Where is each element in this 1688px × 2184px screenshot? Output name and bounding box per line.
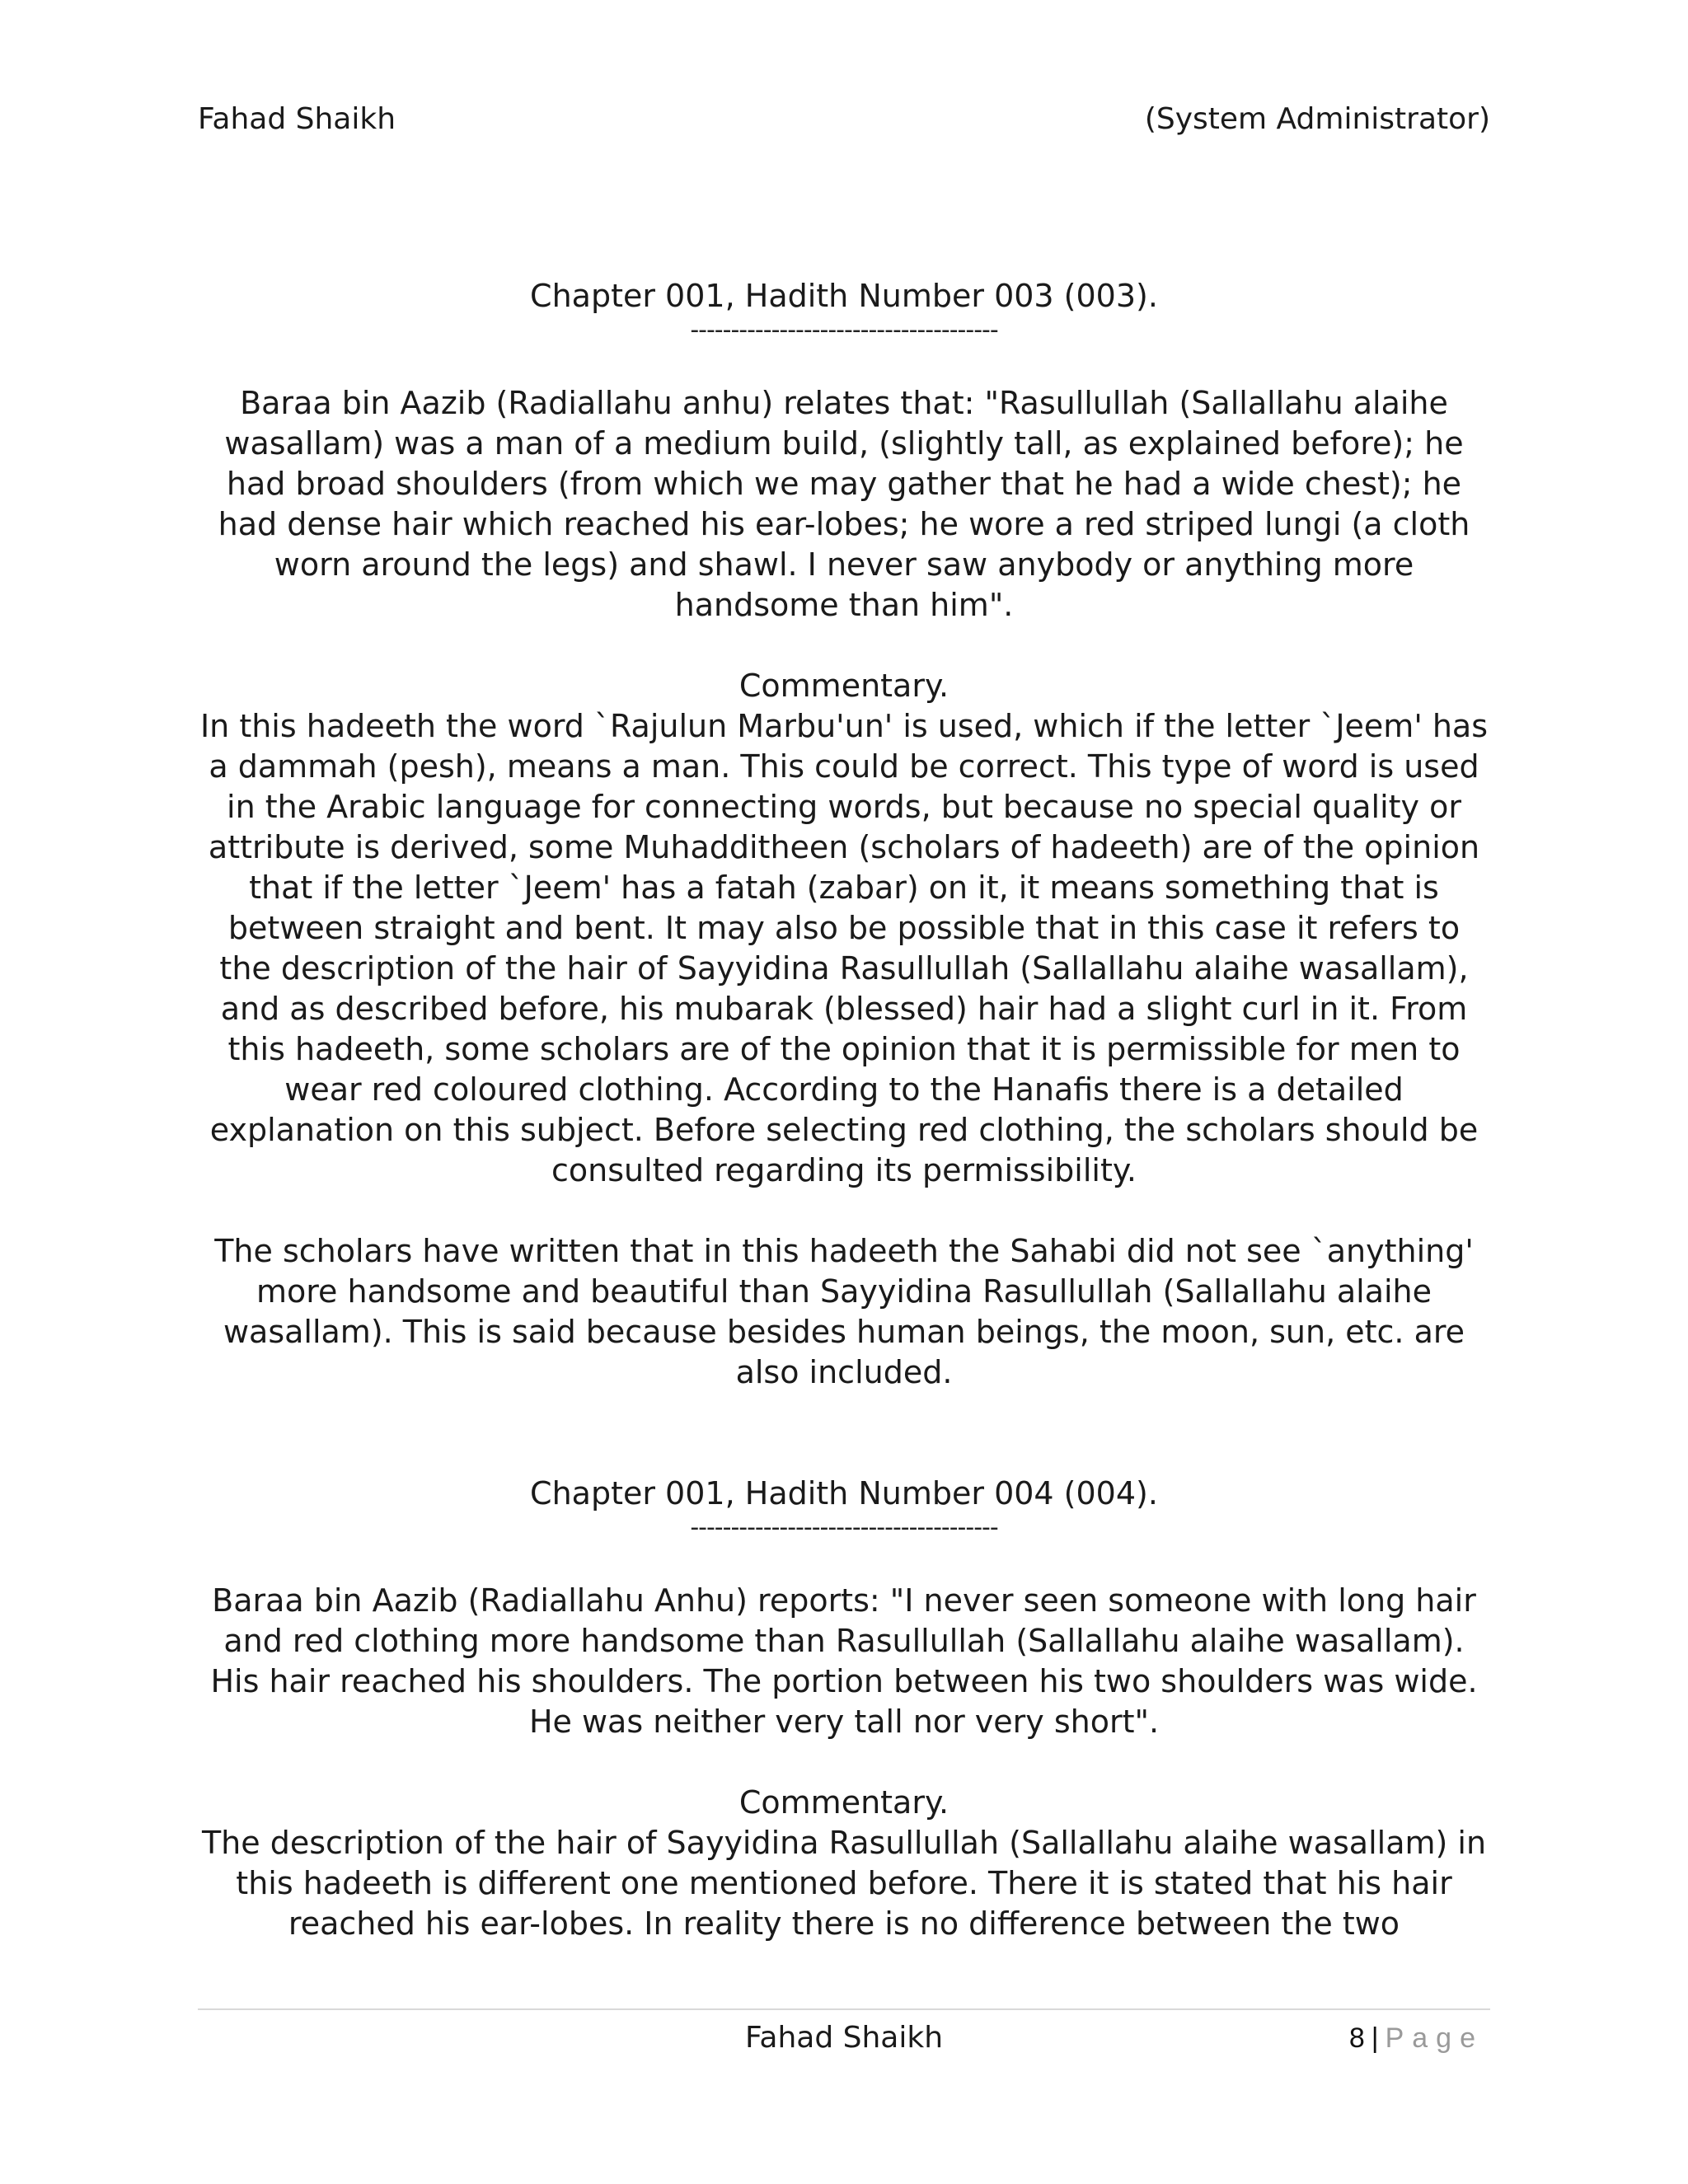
- chapter-title: Chapter 001, Hadith Number 003 (003).: [530, 278, 1158, 314]
- page-label: Page: [1385, 2022, 1484, 2054]
- page-header: [198, 99, 1490, 140]
- commentary-paragraph: In this hadeeth the word `Rajulun Marbu'un' is used, which if the letter `Jeem' has a dammah (pesh), means a man. This could be correct. This type of word is used in the Arabic language for connecting words, but because no special quality or attribute is derived, some Muhadditheen (scholars of hadeeth) are of the opinion that if the letter `Jeem' has a fatah (zabar) on it, it means something that is between straight and bent. It may also be possible that in this case it refers to the description of the hair of Sayyidina Rasullullah (Sallallahu alaihe wasallam), and as described before, his mubarak (blessed) hair had a slight curl in it. From this hadeeth, some scholars are of the opinion that it is permissible for men to wear red coloured clothing. According to the Hanafis there is a detailed explanation on this subject. Before selecting red clothing, the scholars should be consulted regarding its permissibility.: [199, 708, 1489, 1188]
- hadith-text: Baraa bin Aazib (Radiallahu anhu) relates that: "Rasullullah (Sallallahu alaihe wasallam) was a man of a medium build, (slightly tall, as explained before); he had broad shoulders (from which we may gather that he had a wide chest); he had dense hair which reached his ear-lobes; he wore a red striped lungi (a cloth worn around the legs) and shawl. I never saw anybody or anything more handsome than him".: [218, 385, 1470, 623]
- chapter-title: Chapter 001, Hadith Number 004 (004).: [530, 1475, 1158, 1511]
- hadith-text: Baraa bin Aazib (Radiallahu Anhu) reports: "I never seen someone with long hair and red clothing more handsome than Rasullullah (Sallallahu alaihe wasallam). His hair reached his shoulders. The portion between his two shoulders was wide. He was neither very tall nor very short".: [210, 1582, 1478, 1740]
- document-body: [198, 276, 1490, 1944]
- commentary-paragraph: The scholars have written that in this hadeeth the Sahabi did not see `anything' more handsome and beautiful than Sayyidina Rasullullah (Sallallahu alaihe wasallam). This is said because besides human beings, the moon, sun, etc. are also included.: [214, 1233, 1474, 1390]
- page-number-separator: |: [1371, 2022, 1379, 2054]
- page-number: [1349, 2018, 1484, 2059]
- footer-divider: [198, 2008, 1490, 2010]
- hadith-section-004: [198, 1474, 1490, 1944]
- title-rule: --------------------------------------: [690, 316, 998, 344]
- title-rule: --------------------------------------: [690, 1513, 998, 1542]
- header-role: (System Administrator): [1144, 102, 1490, 136]
- commentary-heading: Commentary.: [738, 1784, 950, 1821]
- footer-author: Fahad Shaikh: [744, 2021, 944, 2055]
- hadith-section-003: [198, 276, 1490, 1393]
- header-author: Fahad Shaikh: [198, 102, 396, 136]
- commentary-heading: Commentary.: [738, 668, 950, 704]
- commentary-paragraph: The description of the hair of Sayyidina Rasullullah (Sallallahu alaihe wasallam) in this hadeeth is different one mentioned before. There it is stated that his hair reached his ear-lobes. In reality there is no difference between the two: [201, 1825, 1487, 1942]
- page-number-value: 8: [1348, 2022, 1365, 2054]
